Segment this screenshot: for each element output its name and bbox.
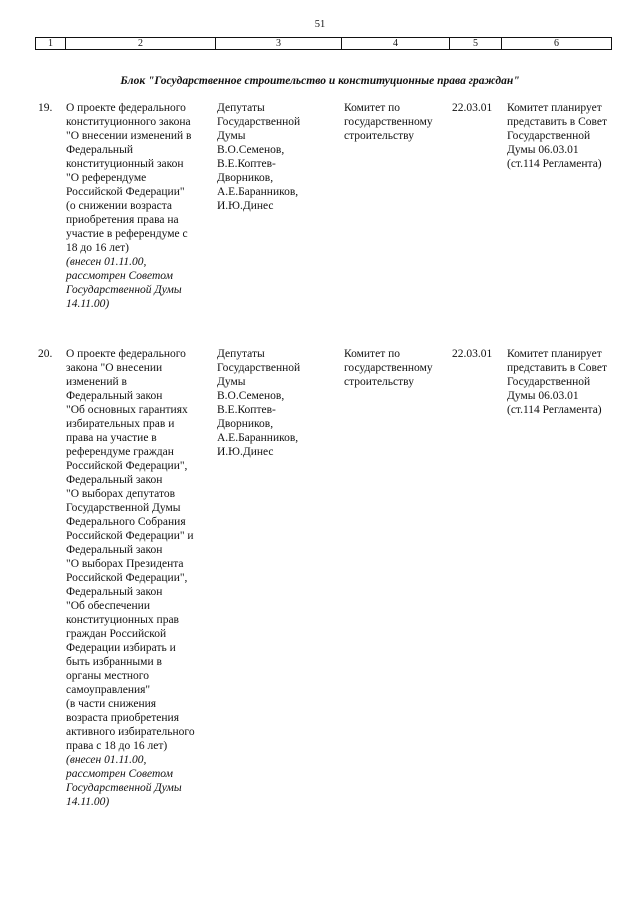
bill-authors: [217, 347, 337, 459]
bill-title-line: быть избранными в: [66, 656, 162, 668]
bill-title-line: конституционного закона: [66, 116, 191, 128]
bill-title-line: О проекте федерального: [66, 102, 186, 114]
bill-title: [66, 101, 216, 311]
bill-title-line: Федерального Собрания: [66, 516, 186, 528]
author-line: Думы: [217, 130, 246, 142]
column-number-4: 4: [342, 38, 450, 50]
note-line: Комитет планирует: [507, 102, 602, 114]
review-date: 22.03.01: [452, 348, 493, 360]
author-line: В.Е.Коптев-: [217, 158, 276, 170]
bill-title-line: "О референдуме: [66, 172, 147, 184]
bill-title-line: самоуправления": [66, 684, 151, 696]
bill-title-line: изменений в: [66, 376, 127, 388]
note-line: представить в Совет: [507, 116, 608, 128]
note-line: представить в Совет: [507, 362, 608, 374]
responsible-committee: [344, 347, 459, 389]
note-line: (ст.114 Регламента): [507, 158, 602, 170]
bill-title-line: граждан Российской: [66, 628, 167, 640]
bill-title-line: Российской Федерации",: [66, 460, 188, 472]
entry-number: 20.: [38, 348, 53, 360]
bill-title-line: конституционных прав: [66, 614, 179, 626]
page-number: 51: [314, 19, 326, 30]
bill-title-line: "О выборах Президента: [66, 558, 184, 570]
bill-status-line: Государственной Думы: [66, 782, 182, 794]
committee-line: государственному: [344, 116, 433, 128]
bill-title-line: "О внесении изменений в: [66, 130, 192, 142]
entry-number: 19.: [38, 102, 53, 114]
note-line: Комитет планирует: [507, 348, 602, 360]
bill-status-line: (внесен 01.11.00,: [66, 256, 147, 268]
bill-title-line: 18 до 16 лет): [66, 242, 129, 254]
bill-status-line: Государственной Думы: [66, 284, 182, 296]
review-date: 22.03.01: [452, 102, 493, 114]
column-number-1: 1: [36, 38, 66, 50]
author-line: Депутаты: [217, 348, 265, 360]
author-line: В.Е.Коптев-: [217, 404, 276, 416]
author-line: Думы: [217, 376, 246, 388]
bill-title-line: активного избирательного: [66, 726, 195, 738]
bill-title-line: (о снижении возраста: [66, 200, 172, 212]
bill-status-line: рассмотрен Советом: [66, 270, 173, 282]
bill-title-line: Государственной Думы: [66, 502, 181, 514]
author-line: Дворников,: [217, 172, 274, 184]
bill-title-line: избирательных прав и: [66, 418, 175, 430]
author-line: В.О.Семенов,: [217, 144, 285, 156]
column-number-3: 3: [216, 38, 342, 50]
bill-title-line: "О выборах депутатов: [66, 488, 175, 500]
bill-title-line: "Об обеспечении: [66, 600, 150, 612]
bill-title-line: "Об основных гарантиях: [66, 404, 188, 416]
bill-title-line: Федеральный закон: [66, 544, 163, 556]
bill-title-line: Российской Федерации": [66, 186, 185, 198]
bill-title-line: участие в референдуме с: [66, 228, 188, 240]
bill-title: [66, 347, 216, 809]
bill-authors: [217, 101, 337, 213]
bill-status-line: (внесен 01.11.00,: [66, 754, 147, 766]
bill-title-line: закона "О внесении: [66, 362, 163, 374]
author-line: Депутаты: [217, 102, 265, 114]
bill-title-line: Федерации избирать и: [66, 642, 176, 654]
bill-title-line: Федеральный закон: [66, 474, 163, 486]
bill-title-line: Федеральный: [66, 144, 133, 156]
column-number-header: [35, 37, 612, 50]
committee-line: Комитет по: [344, 102, 400, 114]
column-number-5: 5: [450, 38, 502, 50]
bill-title-line: Российской Федерации",: [66, 572, 188, 584]
committee-line: строительству: [344, 130, 414, 142]
bill-title-line: конституционный закон: [66, 158, 184, 170]
author-line: Государственной: [217, 362, 301, 374]
note-line: Думы 06.03.01: [507, 390, 579, 402]
author-line: А.Е.Баранников,: [217, 186, 299, 198]
bill-title-line: Российской Федерации" и: [66, 530, 194, 542]
bill-title-line: референдуме граждан: [66, 446, 174, 458]
author-line: В.О.Семенов,: [217, 390, 285, 402]
column-number-2: 2: [66, 38, 216, 50]
bill-title-line: права на участие в: [66, 432, 157, 444]
bill-title-line: Федеральный закон: [66, 390, 163, 402]
committee-note: [507, 347, 627, 417]
author-line: Дворников,: [217, 418, 274, 430]
committee-line: государственному: [344, 362, 433, 374]
author-line: Государственной: [217, 116, 301, 128]
note-line: Государственной: [507, 376, 591, 388]
committee-line: строительству: [344, 376, 414, 388]
responsible-committee: [344, 101, 459, 143]
note-line: Думы 06.03.01: [507, 144, 579, 156]
bill-status-line: рассмотрен Советом: [66, 768, 173, 780]
bill-title-line: О проекте федерального: [66, 348, 186, 360]
note-line: (ст.114 Регламента): [507, 404, 602, 416]
note-line: Государственной: [507, 130, 591, 142]
committee-note: [507, 101, 627, 171]
bill-title-line: права с 18 до 16 лет): [66, 740, 168, 752]
author-line: И.Ю.Динес: [217, 446, 274, 458]
bill-title-line: (в части снижения: [66, 698, 157, 710]
bill-status-line: 14.11.00): [66, 796, 110, 808]
bill-title-line: возраста приобретения: [66, 712, 179, 724]
author-line: А.Е.Баранников,: [217, 432, 299, 444]
bill-status-line: 14.11.00): [66, 298, 110, 310]
block-title: Блок "Государственное строительство и конституционные права граждан": [120, 75, 520, 87]
committee-line: Комитет по: [344, 348, 400, 360]
bill-title-line: органы местного: [66, 670, 149, 682]
column-number-6: 6: [502, 38, 612, 50]
author-line: И.Ю.Динес: [217, 200, 274, 212]
bill-title-line: приобретения права на: [66, 214, 179, 226]
bill-title-line: Федеральный закон: [66, 586, 163, 598]
